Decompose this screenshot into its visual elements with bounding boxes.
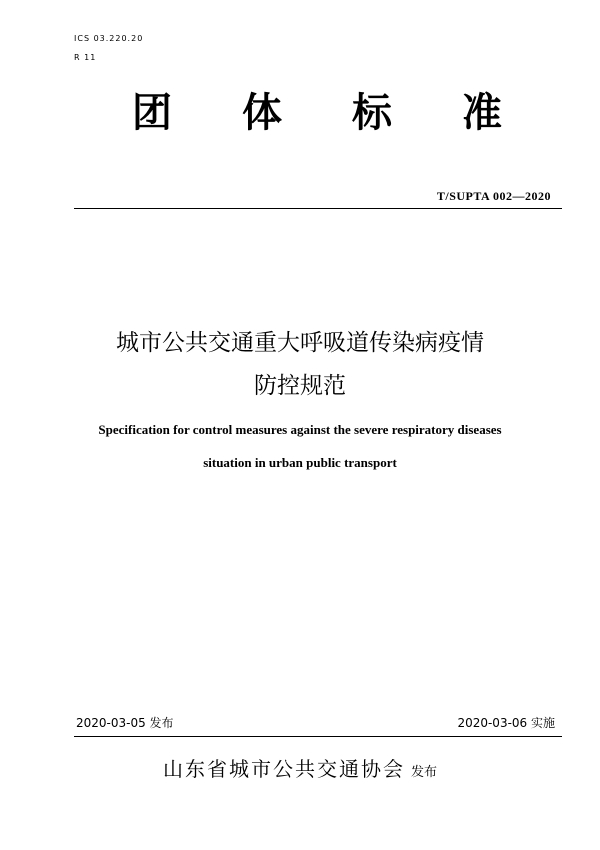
- ccs-code: R 11: [74, 53, 97, 62]
- doc-type-char: 准: [462, 90, 502, 136]
- ics-code: ICS 03.220.20: [74, 34, 144, 43]
- standard-number: T/SUPTA 002—2020: [436, 189, 551, 203]
- publisher-organization: 山东省城市公共交通协会: [162, 757, 405, 781]
- chinese-title-line-1: 城市公共交通重大呼吸道传染病疫情: [116, 330, 484, 356]
- chinese-title-line-2: 防控规范: [254, 373, 346, 399]
- issue-date: 2020-03-05 发布: [76, 716, 174, 730]
- implementation-date: 2020-03-06 实施: [457, 716, 555, 730]
- english-title-line-2: situation in urban public transport: [203, 455, 397, 470]
- doc-type-char: 团: [132, 90, 172, 136]
- document-type-heading: [132, 88, 502, 138]
- doc-type-char: 标: [352, 90, 392, 136]
- top-divider: [74, 208, 562, 209]
- publisher-line: [0, 756, 600, 786]
- bottom-divider: [74, 736, 562, 737]
- publisher-action: 发布: [410, 765, 437, 780]
- doc-type-char: 体: [242, 90, 282, 136]
- english-title-line-1: Specification for control measures against the severe respiratory diseases: [98, 422, 502, 437]
